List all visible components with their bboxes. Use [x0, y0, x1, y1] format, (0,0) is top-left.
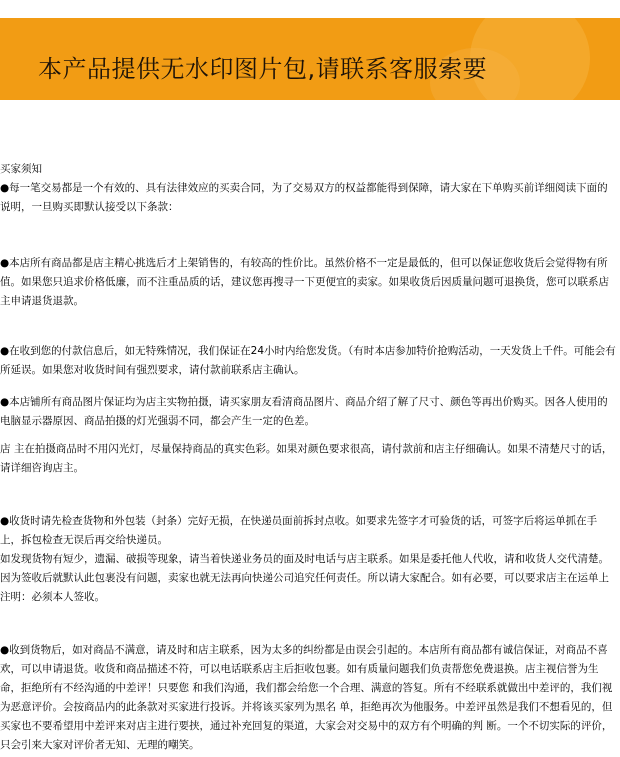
banner-title: 本产品提供无水印图片包,请联系客服索要 [38, 55, 488, 83]
promo-banner [0, 18, 620, 100]
notice-paragraph: ●本店所有商品都是店主精心挑选后才上架销售的，有较高的性价比。虽然价格不一定是最低的，但可以保证您收货后会觉得物有所值。如果您只追求价格低廉，而不注重品质的话，建议您再搜寻一下更便宜的卖家。如果收货后因质量问题可退换货，您可以联系店主申请退货退款。 [0, 257, 609, 307]
notice-heading: 买家须知 [0, 163, 42, 175]
notice-paragraph: ●在收到您的付款信息后，如无特殊情况，我们保证在24小时内给您发货。（有时本店参加特价抢购活动，一天发货上千件。可能会有所延误。如果您对收货时间有强烈要求，请付款前联系店主确认。 [0, 345, 616, 376]
notice-paragraph: ●本店铺所有商品图片保证均为店主实物拍摄，请买家朋友看清商品图片、商品介绍了解了尺寸、颜色等再出价购买。因各人使用的电脑显示器原因、商品拍摄的灯光强弱不同，都会产生一定的色差。 [0, 396, 608, 427]
notice-paragraph: 店 主在拍摄商品时不用闪光灯，尽量保持商品的真实色彩。如果对颜色要求很高，请付款前和店主仔细确认。如果不清楚尺寸的话，请详细咨询店主。 [0, 443, 613, 474]
buyer-notice [0, 160, 618, 755]
notice-paragraph: 如发现货物有短少，遗漏、破损等现象，请当着快递业务员的面及时电话与店主联系。如果是委托他人代收，请和收货人交代清楚。因为签收后就默认此包裹没有问题，卖家也就无法再向快递公司追究任何责任。所以请大家配合。如有必要，可以要求店主在运单上注明：必须本人签收。 [0, 553, 609, 603]
notice-paragraph: ●收到货物后，如对商品不满意，请及时和店主联系，因为太多的纠纷都是由误会引起的。本店所有商品都有诚信保证，对商品不喜欢，可以申请退货。收货和商品描述不符，可以电话联系店主后拒收包裹。如有质量问题我们负责帮您免费退换。店主视信誉为生命，拒绝所有不经沟通的中差评！只要您 和我们沟通，我们都会给您一个合理、满意的答复。所有不经联系就做出中差评的，我们视为恶意评价。会按商品内的此条款对买家进行投诉。并将该买家列为黑名 单，拒绝再次为他服务。中差评虽然是我们不想看见的，但买家也不要希望用中差评来对店主进行要挟，通过补充回复的渠道，大家会对交易中的双方有个明确的判 断。一个不切实际的评价，只会引来大家对评价者无知、无理的嘲笑。 [0, 644, 613, 751]
notice-paragraph: ●每一笔交易都是一个有效的、具有法律效应的买卖合同，为了交易双方的权益都能得到保障，请大家在下单购买前详细阅读下面的说明，一旦购买即默认接受以下条款： [0, 182, 608, 213]
notice-paragraph: ●收货时请先检查货物和外包装（封条）完好无损，在快递员面前拆封点收。如要求先签字才可验货的话，可签字后将运单抓在手上，拆包检查无误后再交给快递员。 [0, 515, 598, 546]
